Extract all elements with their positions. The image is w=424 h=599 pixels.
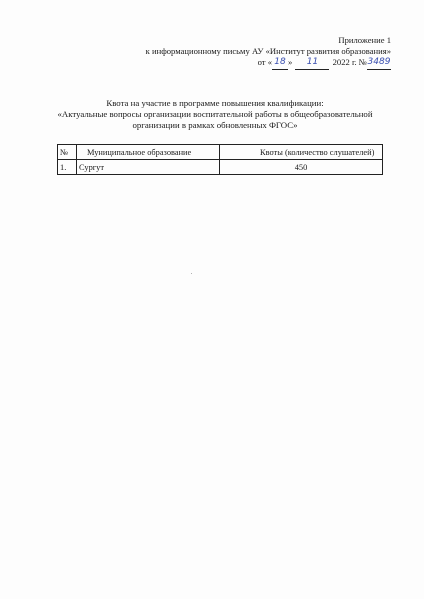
table-row	[58, 160, 383, 175]
date-mid: »	[288, 57, 293, 67]
row-quota: 450	[220, 160, 383, 175]
letter-date-line	[146, 57, 391, 70]
title-line-3: организации в рамках обновленных ФГОС»	[132, 120, 298, 130]
scan-speck	[191, 273, 192, 274]
letter-reference: к информационному письму АУ «Институт развития образования»	[145, 46, 391, 56]
letter-number-handwritten: 3489	[367, 57, 391, 67]
appendix-header	[146, 35, 391, 70]
row-municipality: Сургут	[77, 160, 220, 175]
table-header-row	[58, 145, 383, 160]
header-quota: Квоты (количество слушателей)	[220, 145, 383, 160]
header-municipality: Муниципальное образование	[77, 145, 220, 160]
date-day-blank	[272, 57, 288, 70]
appendix-label: Приложение 1	[338, 35, 391, 45]
date-month-blank	[295, 57, 329, 70]
title-line-2: «Актуальные вопросы организации воспитательной работы в общеобразовательной	[57, 109, 373, 119]
letter-number-blank	[367, 57, 391, 70]
header-number: №	[58, 145, 77, 160]
document-title	[40, 98, 390, 131]
row-number: 1.	[58, 160, 77, 175]
date-day-handwritten: 18	[274, 57, 286, 67]
date-prefix: от «	[257, 57, 272, 67]
title-line-1: Квота на участие в программе повышения квалификации:	[106, 98, 324, 108]
date-year: 2022 г. №	[332, 57, 367, 67]
quota-table	[57, 144, 383, 175]
date-month-handwritten: 11	[306, 57, 319, 67]
